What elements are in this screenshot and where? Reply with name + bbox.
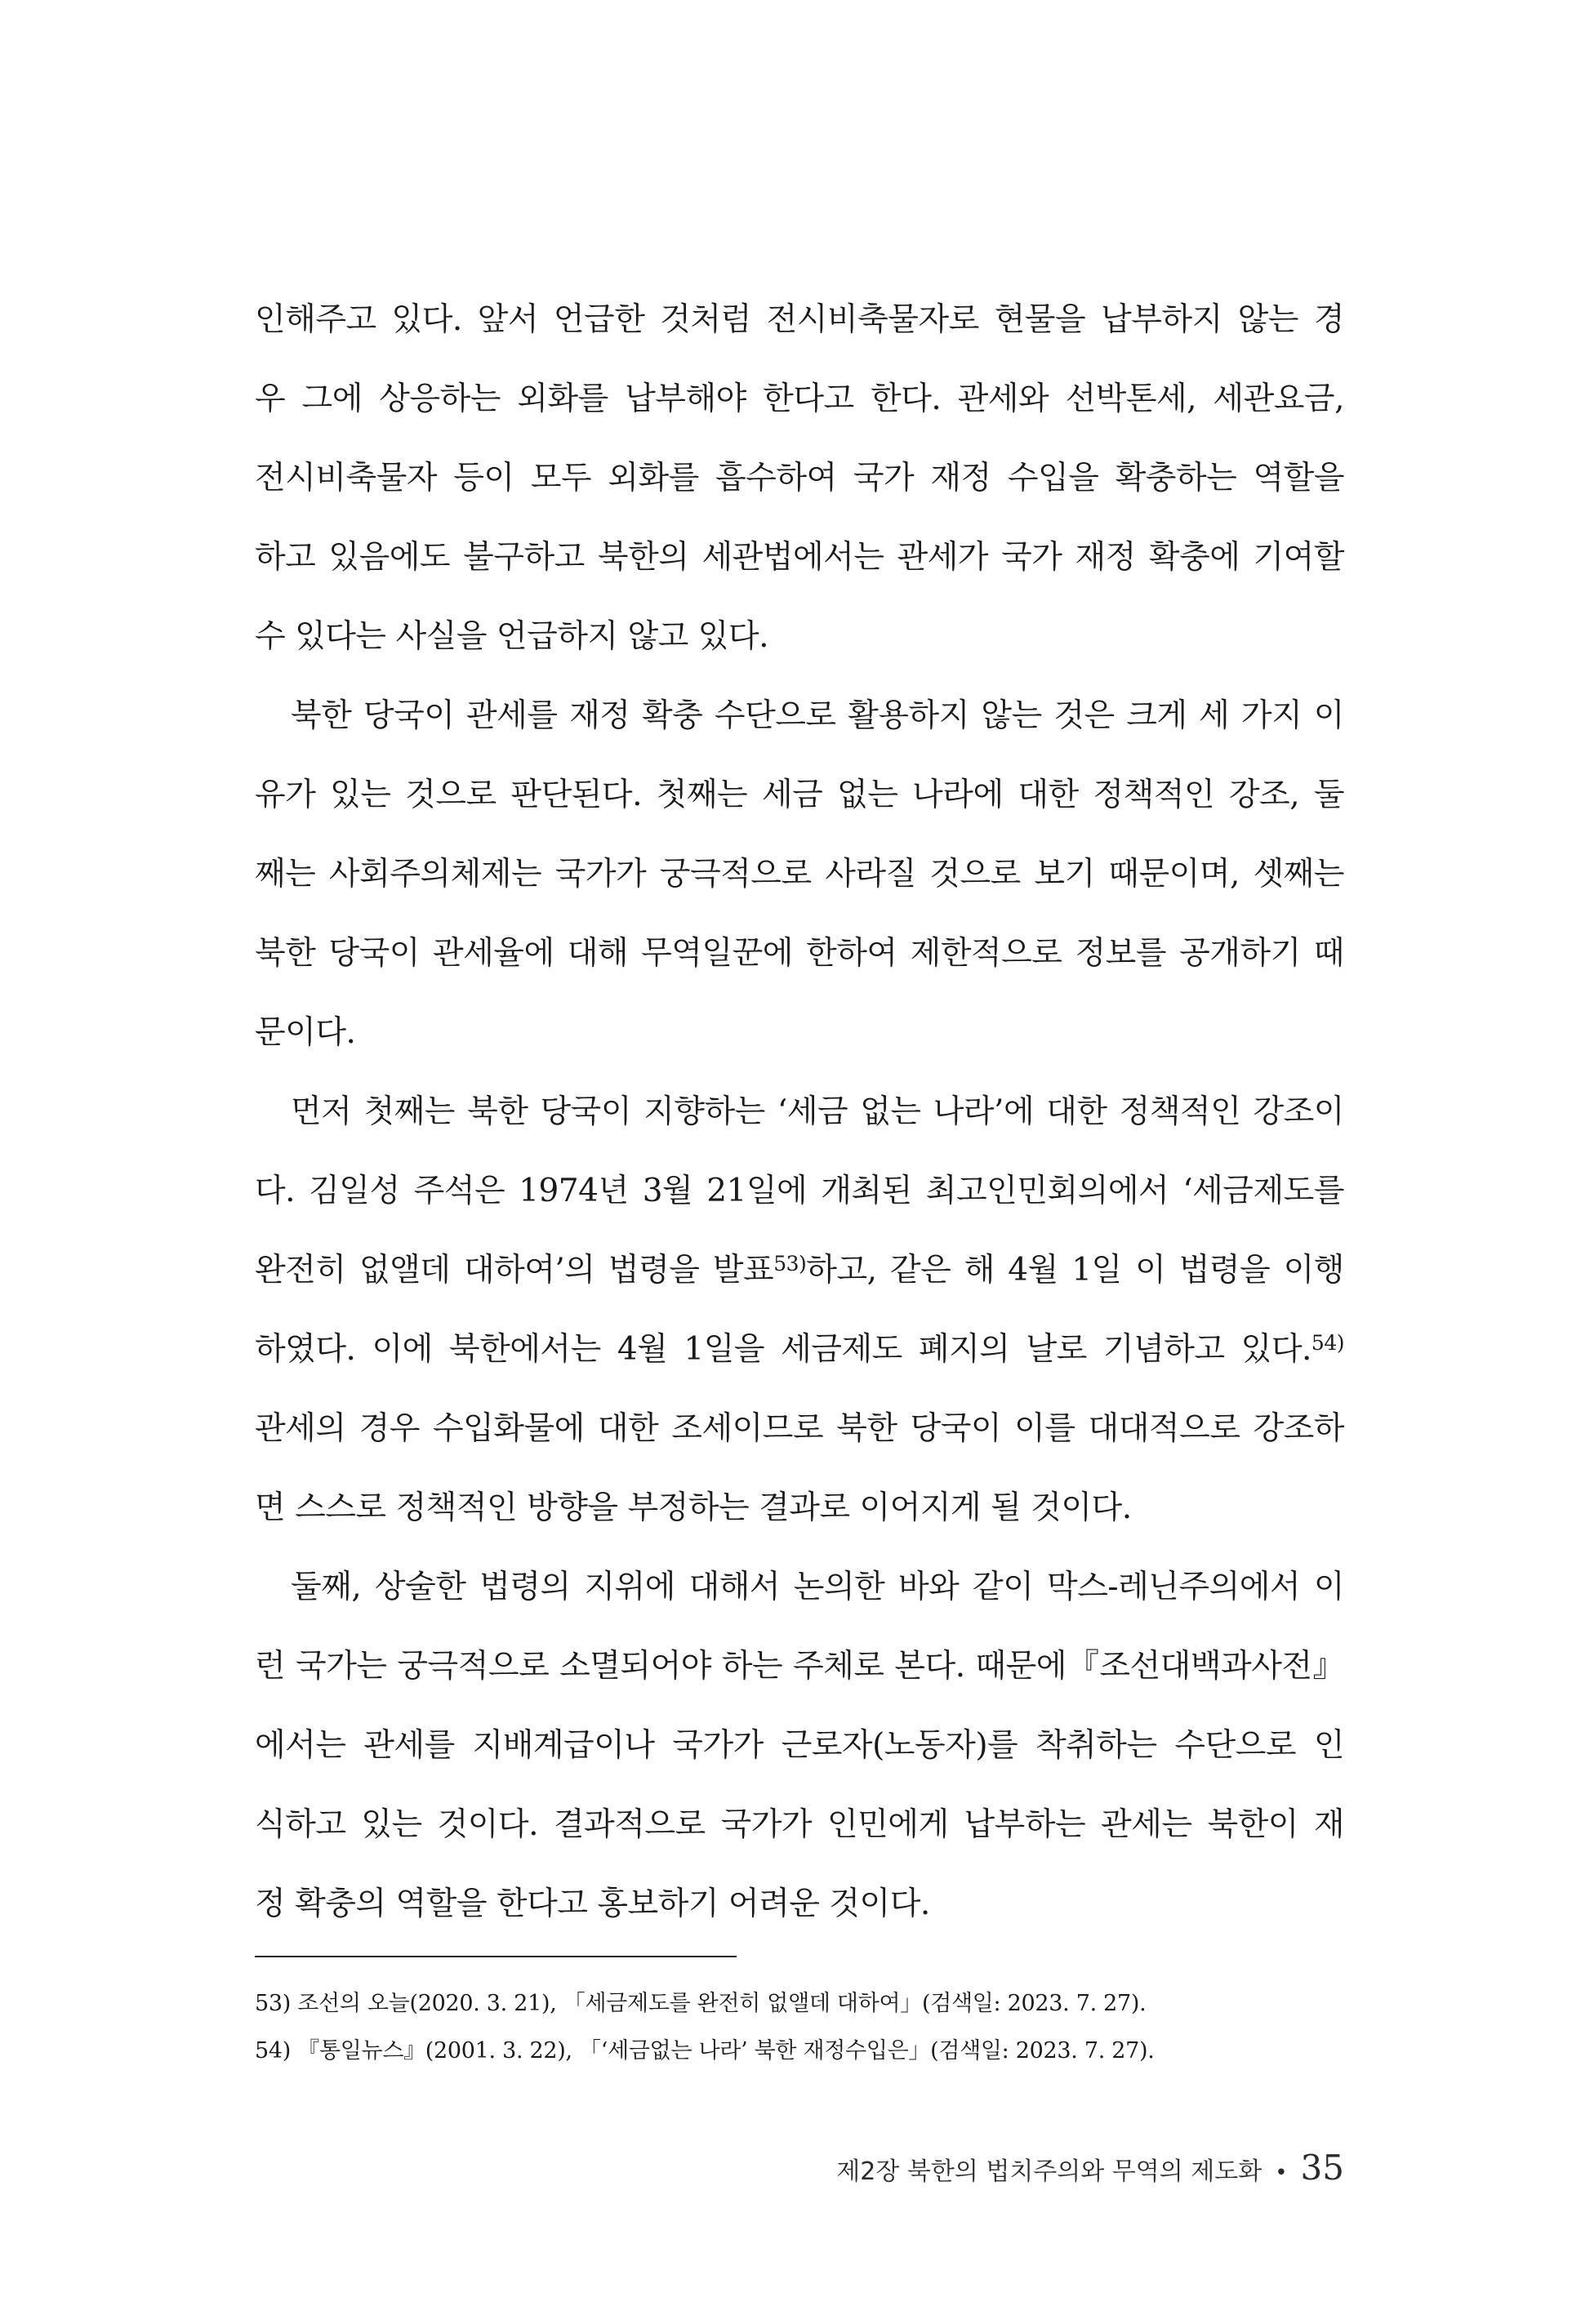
footnotes — [255, 1980, 1344, 2075]
text-line: 다. 김일성 주석은 1974년 3월 21일에 개최된 최고인민회의에서 ‘세금제도를 — [255, 1173, 1344, 1209]
text-line: 먼저 첫째는 북한 당국이 지향하는 ‘세금 없는 나라’에 대한 정책적인 강조이 — [291, 1093, 1344, 1130]
text-line: 전시비축물자 등이 모두 외화를 흡수하여 국가 재정 수입을 확충하는 역할을 — [255, 460, 1344, 496]
text-line: 우 그에 상응하는 외화를 납부해야 한다고 한다. 관세와 선박톤세, 세관요금, — [255, 381, 1344, 417]
footnote-ref-53: 53) — [773, 1252, 807, 1276]
text-line: 런 국가는 궁극적으로 소멸되어야 하는 주체로 본다. 때문에『조선대백과사전』 — [255, 1648, 1344, 1685]
paragraph-1 — [255, 280, 1344, 676]
text-line-with-footnote: 하였다. 이에 북한에서는 4월 1일을 세금제도 폐지의 날로 기념하고 있다.$^{54)}$ — [255, 1331, 1344, 1368]
footnote-54: 54) 『통일뉴스』(2001. 3. 22), 「‘세금없는 나라’ 북한 재정수입은」(검색일: 2023. 7. 27). — [255, 2038, 1155, 2064]
text-line: 둘째, 상술한 법령의 지위에 대해서 논의한 바와 같이 막스-레닌주의에서 이 — [291, 1569, 1344, 1605]
chapter-title: 제2장 북한의 법치주의와 무역의 제도화 — [836, 2157, 1262, 2186]
text-line: 수 있다는 사실을 언급하지 않고 있다. — [255, 618, 768, 655]
running-footer — [836, 2148, 1344, 2188]
text-line: 에서는 관세를 지배계급이나 국가가 근로자(노동자)를 착취하는 수단으로 인 — [255, 1727, 1344, 1764]
paragraph-4 — [255, 1547, 1344, 1943]
footer-bullet: • — [1275, 2161, 1288, 2185]
footnote-53: 53) 조선의 오늘(2020. 3. 21), 「세금제도를 완전히 없앨데 대하여」(검색일: 2023. 7. 27). — [255, 1991, 1147, 2016]
text-line: 북한 당국이 관세율에 대해 무역일꾼에 한하여 제한적으로 정보를 공개하기 때 — [255, 935, 1344, 972]
paragraph-2 — [255, 676, 1344, 1072]
footnote-ref-54: 54) — [1311, 1331, 1344, 1355]
text-line: 면 스스로 정책적인 방향을 부정하는 결과로 이어지게 될 것이다. — [255, 1489, 1132, 1526]
body-text — [255, 280, 1344, 1943]
text-line: 관세의 경우 수입화물에 대한 조세이므로 북한 당국이 이를 대대적으로 강조하 — [255, 1410, 1344, 1447]
text-line: 인해주고 있다. 앞서 언급한 것처럼 전시비축물자로 현물을 납부하지 않는 경 — [255, 301, 1344, 338]
text-line: 북한 당국이 관세를 재정 확충 수단으로 활용하지 않는 것은 크게 세 가지 이 — [291, 697, 1344, 734]
footnote-divider — [255, 1956, 737, 1957]
text-line: 정 확충의 역할을 한다고 홍보하기 어려운 것이다. — [255, 1885, 930, 1922]
text-line: 식하고 있는 것이다. 결과적으로 국가가 인민에게 납부하는 관세는 북한이 재 — [255, 1806, 1344, 1843]
text-line: 문이다. — [255, 1014, 356, 1051]
text-line: 째는 사회주의체제는 국가가 궁극적으로 사라질 것으로 보기 때문이며, 셋째는 — [255, 856, 1344, 893]
page-number: 35 — [1300, 2148, 1344, 2188]
text-line: 유가 있는 것으로 판단된다. 첫째는 세금 없는 나라에 대한 정책적인 강조, 둘 — [255, 777, 1344, 813]
text-line: 하고 있음에도 불구하고 북한의 세관법에서는 관세가 국가 재정 확충에 기여할 — [255, 539, 1344, 576]
text-line-with-footnote: 완전히 없앨데 대하여’의 법령을 발표$^{53)}$하고, 같은 해 4월 1일 이 법령을 이행 — [255, 1252, 1344, 1289]
paragraph-3 — [255, 1072, 1344, 1547]
